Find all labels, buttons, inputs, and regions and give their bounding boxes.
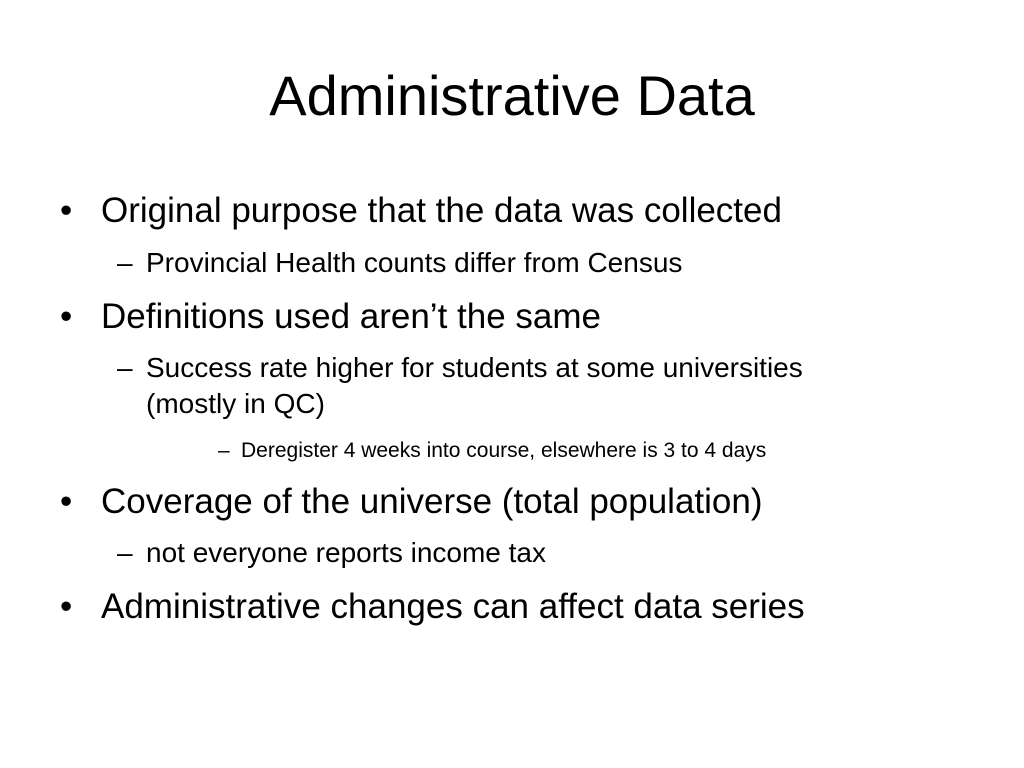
sub-bullet-continuation [146, 386, 325, 422]
bullet-text: Original purpose that the data was collected [101, 191, 782, 230]
dash-marker: – [218, 439, 230, 462]
sub-sub-bullet-text: Deregister 4 weeks into course, elsewhere is 3 to 4 days [241, 439, 767, 462]
sub-bullet-text: not everyone reports income tax [146, 537, 546, 568]
bullet-marker: • [60, 297, 73, 336]
dash-marker: – [117, 537, 133, 568]
sub-bullet-text: Success rate higher for students at some universities [146, 352, 803, 383]
bullet-text: Definitions used aren’t the same [101, 297, 601, 336]
dash-marker: – [117, 247, 133, 278]
dash-marker: – [117, 352, 133, 383]
sub-bullet-text: Provincial Health counts differ from Census [146, 247, 683, 278]
bullet-text: Administrative changes can affect data series [101, 587, 805, 626]
bullet-marker: • [60, 191, 73, 230]
bullet-text: Coverage of the universe (total population) [101, 482, 763, 521]
bullet-marker: • [60, 587, 73, 626]
sub-bullet-text: (mostly in QC) [146, 388, 325, 419]
slide-title: Administrative Data [269, 64, 755, 127]
bullet-marker: • [60, 482, 73, 521]
